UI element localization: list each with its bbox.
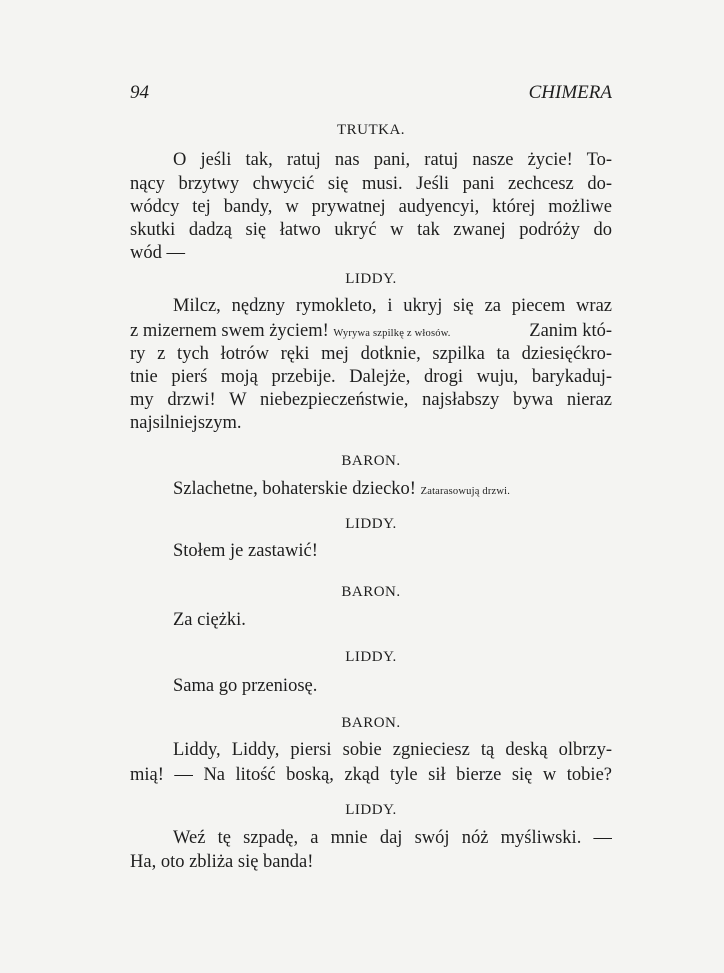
text-line: Stołem je zastawić!	[173, 541, 318, 561]
text-line: skutki dadzą się łatwo ukryć w tak zwanej podróży do	[130, 220, 612, 240]
text-line: Milcz, nędzny rymokleto, i ukryj się za piecem wraz	[173, 296, 612, 316]
text-line: najsilniejszym.	[130, 413, 242, 433]
speaker-baron: BARON.	[341, 453, 401, 469]
text-line	[173, 477, 612, 504]
text-line: my drzwi! W niebezpieczeństwie, najsłabszy bywa nieraz	[130, 390, 612, 410]
text-line: O jeśli tak, ratuj nas pani, ratuj nasze życie! To-	[173, 150, 612, 170]
text-line: Sama go przeniosę.	[173, 676, 318, 696]
speaker-trutka: TRUTKA.	[336, 122, 406, 138]
text-line: wódcy tej bandy, w prywatnej audyencyi, której możliwe	[130, 197, 612, 217]
speaker-liddy: LIDDY.	[345, 271, 397, 287]
text-line: wód —	[130, 243, 185, 263]
speaker-liddy: LIDDY.	[345, 516, 397, 532]
text-fragment: Zanim któ-	[529, 321, 612, 341]
stage-direction: Wyrywa szpilkę z włosów.	[333, 328, 451, 339]
text-line: Weź tę szpadę, a mnie daj swój nóż myśliwski. —	[173, 828, 612, 848]
stage-direction: Zatarasowują drzwi.	[420, 486, 511, 497]
text-line: nący brzytwy chwycić się musi. Jeśli pani zechcesz do-	[130, 174, 612, 194]
speaker-baron: BARON.	[341, 715, 401, 731]
text-line: Ha, oto zbliża się banda!	[130, 852, 314, 872]
text-line: ry z tych łotrów ręki mej dotknie, szpilka ta dziesięćkro-	[130, 344, 612, 364]
speaker-baron: BARON.	[341, 584, 401, 600]
speaker-liddy: LIDDY.	[345, 802, 397, 818]
speaker-liddy: LIDDY.	[345, 649, 397, 665]
running-title: CHIMERA	[528, 82, 612, 103]
page-number: 94	[130, 82, 149, 103]
text-line: mią! — Na litość boską, zkąd tyle sił bierze się w tobie?	[130, 765, 612, 785]
text-line: Liddy, Liddy, piersi sobie zgnieciesz tą deską olbrzy-	[173, 740, 612, 760]
text-fragment: Szlachetne, bohaterskie dziecko!	[173, 479, 416, 499]
text-fragment: z mizernem swem życiem!	[130, 321, 329, 341]
text-line: tnie pierś moją przebije. Dalejże, drogi wuju, barykaduj-	[130, 367, 612, 387]
text-line: Za ciężki.	[173, 610, 246, 630]
